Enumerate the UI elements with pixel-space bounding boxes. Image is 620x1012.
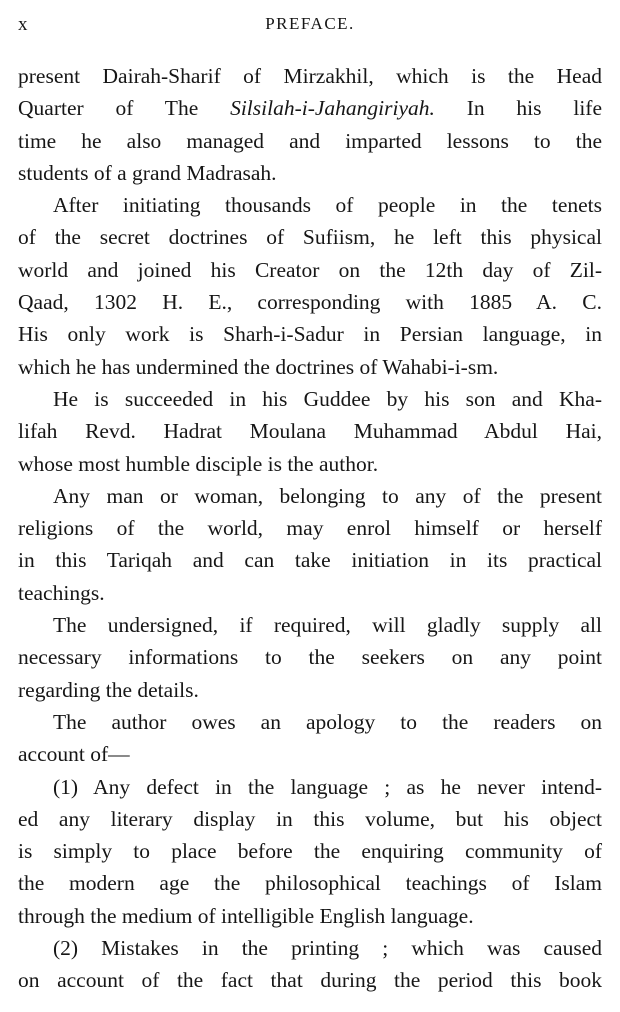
text-segment: In his life xyxy=(434,96,602,121)
text-line: lifah Revd. Hadrat Moulana Muhammad Abdul Hai, xyxy=(18,419,602,444)
text-line: the modern age the philosophical teachings of Islam xyxy=(18,871,602,896)
text-line: which he has undermined the doctrines of Wahabi-i-sm. xyxy=(18,354,499,379)
running-head xyxy=(18,14,602,44)
text-line: through the medium of intelligible English language. xyxy=(18,903,474,928)
text-line: His only work is Sharh-i-Sadur in Persian language, in xyxy=(18,322,602,347)
text-line: (2) Mistakes in the printing ; which was caused xyxy=(53,936,602,961)
text-line: After initiating thousands of people in the tenets xyxy=(53,193,602,218)
page-number: x xyxy=(18,14,29,35)
text-line: on account of the fact that during the period this book xyxy=(18,968,602,993)
text-line: of the secret doctrines of Sufiism, he left this physical xyxy=(18,225,602,250)
text-line: necessary informations to the seekers on any point xyxy=(18,645,602,670)
text-line: religions of the world, may enrol himself or herself xyxy=(18,516,602,541)
text-line: (1) Any defect in the language ; as he never intend- xyxy=(53,774,602,799)
text-line: The undersigned, if required, will gladly supply all xyxy=(53,613,602,638)
text-line xyxy=(18,92,602,124)
text-line: is simply to place before the enquiring community of xyxy=(18,839,602,864)
text-line: whose most humble disciple is the author. xyxy=(18,451,379,476)
text-line: Any man or woman, belonging to any of the present xyxy=(53,483,602,508)
running-title: PREFACE. xyxy=(265,14,355,33)
text-line: Qaad, 1302 H. E., corresponding with 1885 A. C. xyxy=(18,290,602,315)
text-line: world and joined his Creator on the 12th day of Zil- xyxy=(18,257,602,282)
text-line: present Dairah-Sharif of Mirzakhil, which is the Head xyxy=(18,64,602,88)
text-line: regarding the details. xyxy=(18,677,199,702)
text-segment: Quarter of The xyxy=(18,96,231,121)
text-line: The author owes an apology to the readers on xyxy=(53,709,602,734)
text-line: time he also managed and imparted lessons to the xyxy=(18,128,602,153)
text-line: account of— xyxy=(18,742,130,767)
text-line: teachings. xyxy=(18,580,105,605)
text-line: ed any literary display in this volume, but his object xyxy=(18,806,602,831)
text-line: He is succeeded in his Guddee by his son and Kha- xyxy=(53,386,602,411)
body-text xyxy=(18,60,602,997)
text-line: students of a grand Madrasah. xyxy=(18,160,277,185)
italic-term: Silsilah-i-Jahangiriyah. xyxy=(230,96,435,121)
text-line: in this Tariqah and can take initiation in its practical xyxy=(18,548,602,573)
